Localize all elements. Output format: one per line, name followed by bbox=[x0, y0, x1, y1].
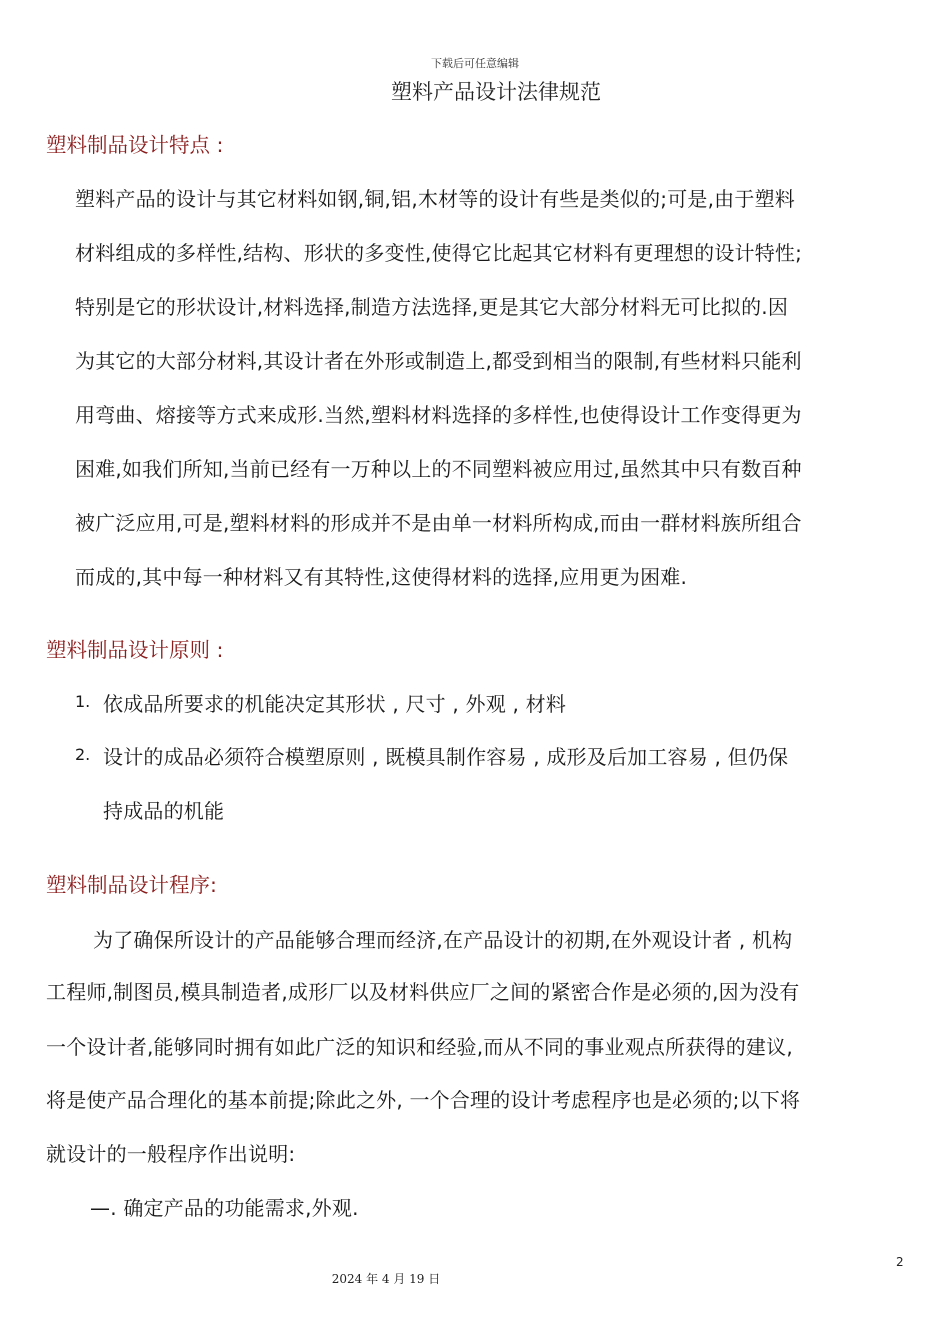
paragraph-line: 困难,如我们所知,当前已经有一万种以上的不同塑料被应用过,虽然其中只有数百种 bbox=[75, 457, 802, 481]
paragraph-line: 就设计的一般程序作出说明: bbox=[46, 1142, 296, 1166]
paragraph-line: 工程师,制图员,模具制造者,成形厂以及材料供应厂之间的紧密合作是必须的,因为没有 bbox=[46, 980, 800, 1004]
document-title: 塑料产品设计法律规范 bbox=[391, 80, 601, 104]
paragraph-line: 用弯曲、熔接等方式来成形.当然,塑料材料选择的多样性,也使得设计工作变得更为 bbox=[75, 403, 802, 427]
list-item-text: 设计的成品必须符合模塑原则 , 既模具制作容易 , 成形及后加工容易 , 但仍保 bbox=[103, 745, 789, 769]
paragraph-line: 被广泛应用,可是,塑料材料的形成并不是由单一材料所构成,而由一群材料族所组合 bbox=[75, 511, 802, 535]
paragraph-line: 将是使产品合理化的基本前提;除此之外, 一个合理的设计考虑程序也是必须的;以下将 bbox=[46, 1088, 801, 1112]
paragraph-line: 塑料产品的设计与其它材料如钢,铜,铝,木材等的设计有些是类似的;可是,由于塑料 bbox=[75, 187, 795, 211]
section-heading-features: 塑料制品设计特点 : bbox=[46, 133, 224, 157]
paragraph-line: 而成的,其中每一种材料又有其特性,这使得材料的选择,应用更为困难. bbox=[75, 565, 688, 589]
header-note: 下载后可任意编辑 bbox=[431, 57, 519, 70]
list-number: 1. bbox=[75, 692, 91, 711]
list-item-text: 持成品的机能 bbox=[103, 799, 225, 823]
paragraph-line: 为其它的大部分材料,其设计者在外形或制造上,都受到相当的限制,有些材料只能利 bbox=[75, 349, 802, 373]
list-item-text: 依成品所要求的机能决定其形状 , 尺寸 , 外观 , 材料 bbox=[103, 692, 567, 716]
paragraph-line: 为了确保所设计的产品能够合理而经济,在产品设计的初期,在外观设计者 , 机构 bbox=[93, 928, 793, 952]
page-number: 2 bbox=[896, 1255, 904, 1269]
paragraph-line: 一个设计者,能够同时拥有如此广泛的知识和经验,而从不同的事业观点所获得的建议, bbox=[46, 1035, 793, 1059]
footer-date: 2024 年 4 月 19 日 bbox=[331, 1272, 441, 1286]
section-heading-procedure: 塑料制品设计程序: bbox=[46, 873, 217, 897]
list-number: 2. bbox=[75, 745, 91, 764]
paragraph-line: 特别是它的形状设计,材料选择,制造方法选择,更是其它大部分材料无可比拟的.因 bbox=[75, 295, 789, 319]
paragraph-line: 材料组成的多样性,结构、形状的多变性,使得它比起其它材料有更理想的设计特性; bbox=[75, 241, 803, 265]
procedure-step: —. 确定产品的功能需求,外观. bbox=[90, 1196, 359, 1220]
section-heading-principles: 塑料制品设计原则 : bbox=[46, 638, 224, 662]
